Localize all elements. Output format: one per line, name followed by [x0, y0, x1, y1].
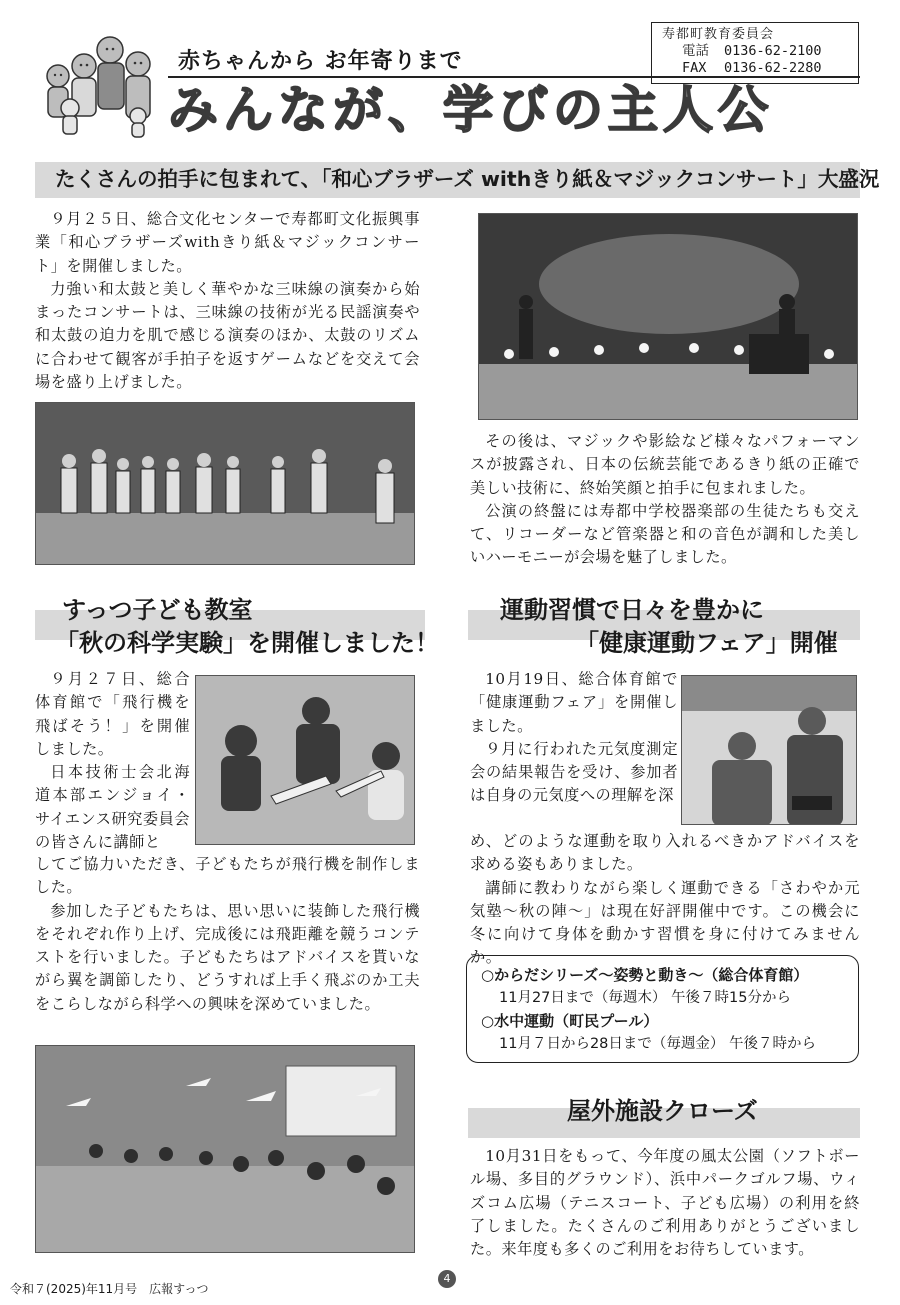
event-2-title: ○水中運動（町民プール）	[481, 1012, 659, 1030]
contact-fax-row	[662, 60, 848, 77]
event-2-time: 11月７日から28日まで（毎週金） 午後７時から	[499, 1036, 817, 1052]
article1-headline: たくさんの拍手に包まれて、「和心ブラザーズ withきり紙＆マジックコンサート」大盛況	[55, 167, 880, 191]
article3-title-line1: 運動習慣で日々を豊かに	[500, 596, 764, 624]
article3-body-narrow	[470, 668, 678, 808]
contact-org: 寿都町教育委員会	[662, 27, 775, 42]
footer-issue: 令和７(2025)年11月号 広報すっつ	[10, 1282, 209, 1296]
article2-title-line2: 「秋の科学実験」を開催しました！	[55, 629, 439, 657]
phone-label: 電話	[682, 43, 709, 59]
article1-para1: ９月２５日、総合文化センターで寿都町文化振興事業「和心ブラザーズwithきり紙＆マジックコンサート」を開催しました。	[35, 210, 420, 275]
gym-flight-photo	[35, 1045, 415, 1253]
page-title: みんなが、学びの主人公	[168, 81, 773, 139]
fax-number: 0136-62-2280	[724, 60, 822, 76]
header-tagline: 赤ちゃんから お年寄りまで	[178, 49, 463, 74]
fax-label: FAX	[682, 60, 707, 76]
article4-title: 屋外施設クローズ	[567, 1097, 758, 1125]
plane-building-photo	[195, 675, 415, 845]
article3-para2-start: ９月に行われた元気度測定会の結果報告を受け、参加者は自身の元気度への理解を深	[470, 739, 678, 805]
family-illustration-icon	[38, 30, 160, 140]
stage-photo	[478, 213, 858, 420]
article3-para3: 講師に教わりながら楽しく運動できる「さわやか元気塾～秋の陣～」は現在好評開催中です。この機会に冬に向けて身体を動かす習慣を身に付けてみませんか。	[470, 878, 860, 967]
article3-title-line2: 「健康運動フェア」開催	[575, 629, 838, 657]
event-1-time: 11月27日まで（毎週木） 午後７時15分から	[499, 990, 791, 1006]
article4-body	[470, 1145, 860, 1261]
health-fair-photo	[681, 675, 857, 825]
event-schedule-box	[466, 955, 859, 1063]
article1-para4: 公演の終盤には寿都中学校器楽部の生徒たちも交えて、リコーダーなど管楽器と和の音色が調和した美しいハーモニーが会場を魅了しました。	[470, 501, 860, 567]
page-number-badge: 4	[438, 1270, 456, 1288]
article1-body-right	[470, 430, 860, 570]
article2-para1: ９月２７日、総合体育館で「飛行機を飛ばそう！」を開催しました。	[35, 670, 190, 758]
article3-para1: 10月19日、総合体育館で「健康運動フェア」を開催しました。	[470, 670, 678, 735]
article3-body-wide	[470, 830, 860, 970]
article2-body-narrow	[35, 668, 190, 854]
event-1-title: ○からだシリーズ～姿勢と動き～（総合体育館）	[481, 966, 809, 984]
article1-para2: 力強い和太鼓と美しく華やかな三味線の演奏から始まったコンサートは、三味線の技術が光る民謡演奏や和太鼓の迫力を肌で感じる演奏のほか、太鼓のリズムに合わせて観客が手拍子を返すゲームなどを交えて会場を盛り上げました。	[35, 279, 421, 392]
article2-body-wide	[35, 853, 420, 1016]
article4-para1: 10月31日をもって、今年度の風太公園（ソフトボール場、多目的グラウンド）、浜中パークゴルフ場、ウィズコム広場（テニスコート、子ども広場）の利用を終了しました。たくさんのご利用ありがとうございました。来年度も多くのご利用をお待ちしています。	[470, 1147, 860, 1259]
contact-phone-row	[662, 43, 848, 60]
phone-number: 0136-62-2100	[724, 43, 822, 59]
ensemble-photo	[35, 402, 415, 565]
article2-para3: 参加した子どもたちは、思い思いに装飾した飛行機をそれぞれ作り上げ、完成後には飛距離を競うコンテストを行いました。子どもたちはアドバイスを貰いながら翼を調節したり、どうすれば上手く飛ぶのか工夫をこらしながら科学への興味を深めていました。	[35, 901, 421, 1013]
article1-para3: その後は、マジックや影絵など様々なパフォーマンスが披露され、日本の伝統芸能であるきり紙の正確で美しい技術に、終始笑顔と拍手に包まれました。	[470, 432, 860, 497]
article1-body-left	[35, 208, 420, 394]
contact-box	[651, 22, 859, 84]
article2-para2-end: してご協力いただき、子どもたちが飛行機を制作しました。	[35, 855, 420, 897]
article2-title-line1: すっつ子ども教室	[62, 596, 253, 624]
article3-para2-end: め、どのような運動を取り入れるべきかアドバイスを求める姿もありました。	[470, 832, 860, 874]
article2-para2-start: 日本技術士会北海道本部エンジョイ・サイエンス研究委員会の皆さんに講師と	[35, 763, 190, 852]
